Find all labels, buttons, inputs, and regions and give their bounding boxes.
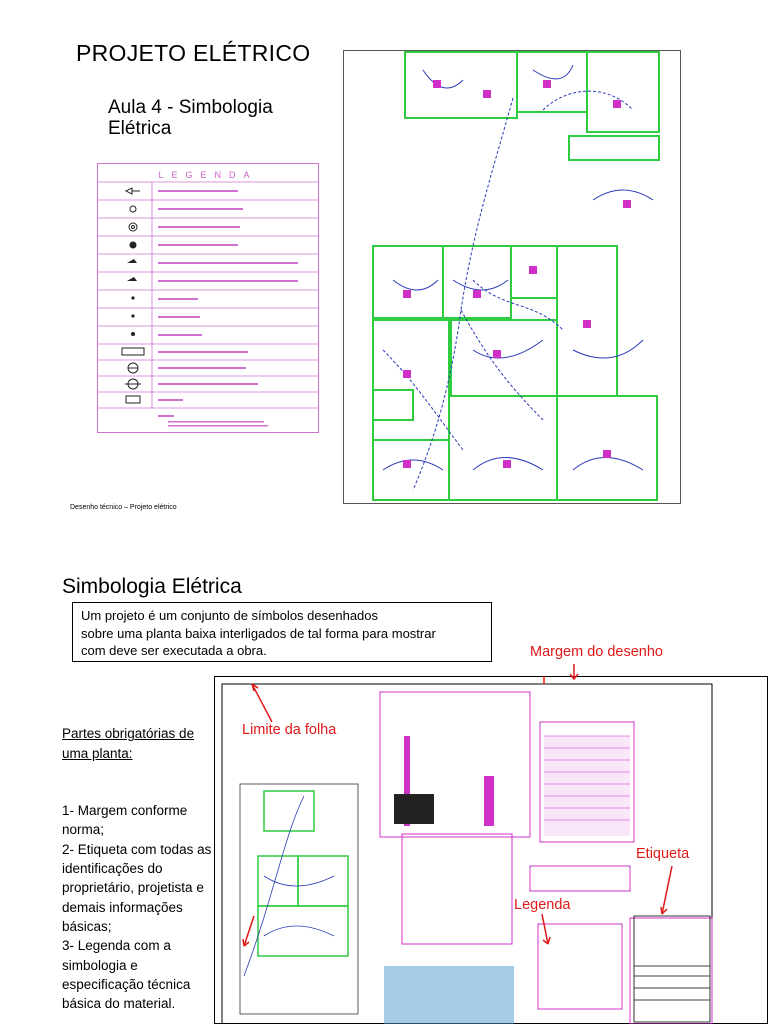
callout-legenda: Legenda (514, 897, 571, 913)
slide-1-footer: Desenho técnico – Projeto elétrico (70, 504, 177, 511)
required-parts-title: Partes obrigatórias de uma planta: (62, 726, 195, 761)
floor-plan-drawing (343, 50, 681, 504)
slide-1-title: PROJETO ELÉTRICO (76, 40, 311, 66)
callout-margem-arrow (560, 662, 590, 682)
legend-table-title: LEGENDA (158, 170, 258, 180)
slide-1-subtitle: Aula 4 - Simbologia Elétrica (108, 97, 273, 139)
callout-etiqueta: Etiqueta (636, 846, 690, 862)
legend-table-grid (98, 164, 318, 432)
slide-1 (0, 0, 768, 512)
callout-margem: Margem do desenho (530, 644, 663, 660)
definition-box: Um projeto é um conjunto de símbolos desenhados sobre uma planta baixa interligados de tal forma para mostrar com deve ser executada a obra. (72, 602, 492, 662)
legend-table (97, 163, 319, 433)
slide-2-title: Simbologia Elétrica (62, 575, 242, 598)
callout-limite: Limite da folha (242, 722, 337, 738)
required-parts-items: 1- Margem conforme norma; 2- Etiqueta com todas as identificações do proprietário, projetista e demais informações básicas; 3- Legenda com a simbologia e especificação técnica básica do material. (62, 803, 212, 1012)
required-parts-list (62, 705, 212, 1033)
